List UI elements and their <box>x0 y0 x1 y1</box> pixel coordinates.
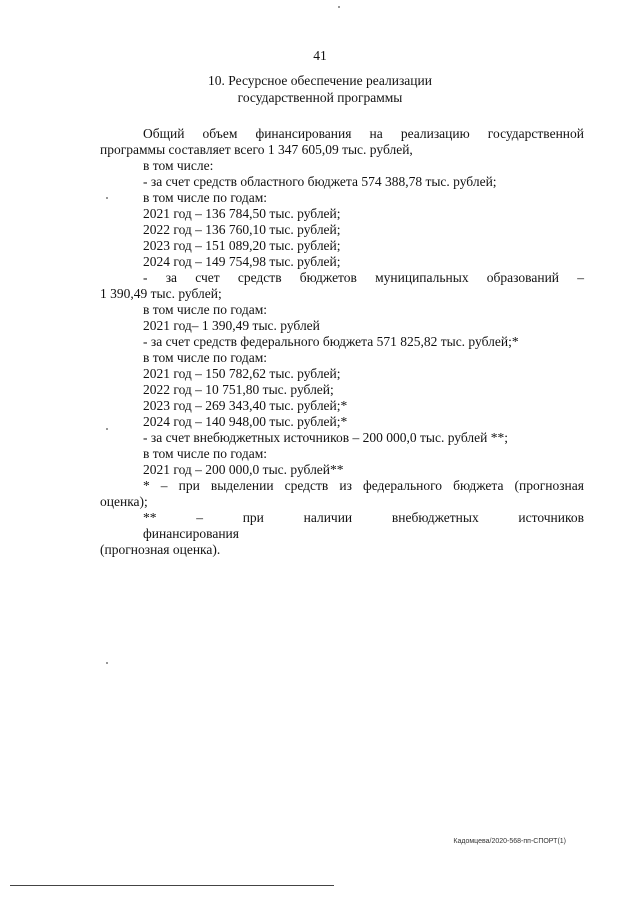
paragraph-line: в том числе: <box>143 158 214 173</box>
footnote-line: * – при выделении средств из федерального бюджета (прогнозная <box>143 478 584 493</box>
paragraph-line: 2021 год – 200 000,0 тыс. рублей** <box>143 462 344 477</box>
paragraph-line: - за счет средств бюджетов муниципальных образований – <box>143 270 584 285</box>
document-reference: Кадомцева/2020-568-пп-СПОРТ(1) <box>453 838 566 845</box>
paragraph-line: в том числе по годам: <box>143 446 268 461</box>
paragraph-line: 2021 год– 1 390,49 тыс. рублей <box>143 318 320 333</box>
scan-speck <box>338 6 340 8</box>
paragraph-line: 2022 год – 136 760,10 тыс. рублей; <box>143 222 341 237</box>
paragraph-line: в том числе по годам: <box>143 350 268 365</box>
footnote-line: (прогнозная оценка). <box>100 542 221 557</box>
heading-line-1: 10. Ресурсное обеспечение реализации <box>208 73 432 88</box>
paragraph-line: - за счет внебюджетных источников – 200 000,0 тыс. рублей **; <box>143 430 508 445</box>
paragraph-line: - за счет средств федерального бюджета 571 825,82 тыс. рублей;* <box>143 334 519 349</box>
section-heading <box>0 72 640 106</box>
paragraph-line: - за счет средств областного бюджета 574 388,78 тыс. рублей; <box>143 174 497 189</box>
scan-edge-line <box>10 885 334 886</box>
paragraph-line: 1 390,49 тыс. рублей; <box>100 286 222 301</box>
paragraph-line: 2024 год – 140 948,00 тыс. рублей;* <box>143 414 348 429</box>
scan-speck <box>106 428 108 430</box>
paragraph-line: в том числе по годам: <box>143 302 268 317</box>
paragraph-line: 2022 год – 10 751,80 тыс. рублей; <box>143 382 334 397</box>
paragraph-line: 2021 год – 136 784,50 тыс. рублей; <box>143 206 341 221</box>
scan-speck <box>106 197 108 199</box>
paragraph-line: 2023 год – 151 089,20 тыс. рублей; <box>143 238 341 253</box>
paragraph-line: 2023 год – 269 343,40 тыс. рублей;* <box>143 398 348 413</box>
footnote-line: оценка); <box>100 494 148 509</box>
page-number: 41 <box>313 48 327 63</box>
paragraph-line: 2021 год – 150 782,62 тыс. рублей; <box>143 366 341 381</box>
heading-line-2: государственной программы <box>237 90 403 105</box>
scan-speck <box>106 662 108 664</box>
paragraph-line: программы составляет всего 1 347 605,09 тыс. рублей, <box>100 142 413 157</box>
paragraph-line: в том числе по годам: <box>143 190 268 205</box>
paragraph-line: Общий объем финансирования на реализацию государственной <box>143 126 584 141</box>
document-body <box>100 126 584 558</box>
paragraph-line: 2024 год – 149 754,98 тыс. рублей; <box>143 254 341 269</box>
footnote-line: ** – при наличии внебюджетных источников финансирования <box>143 510 584 541</box>
